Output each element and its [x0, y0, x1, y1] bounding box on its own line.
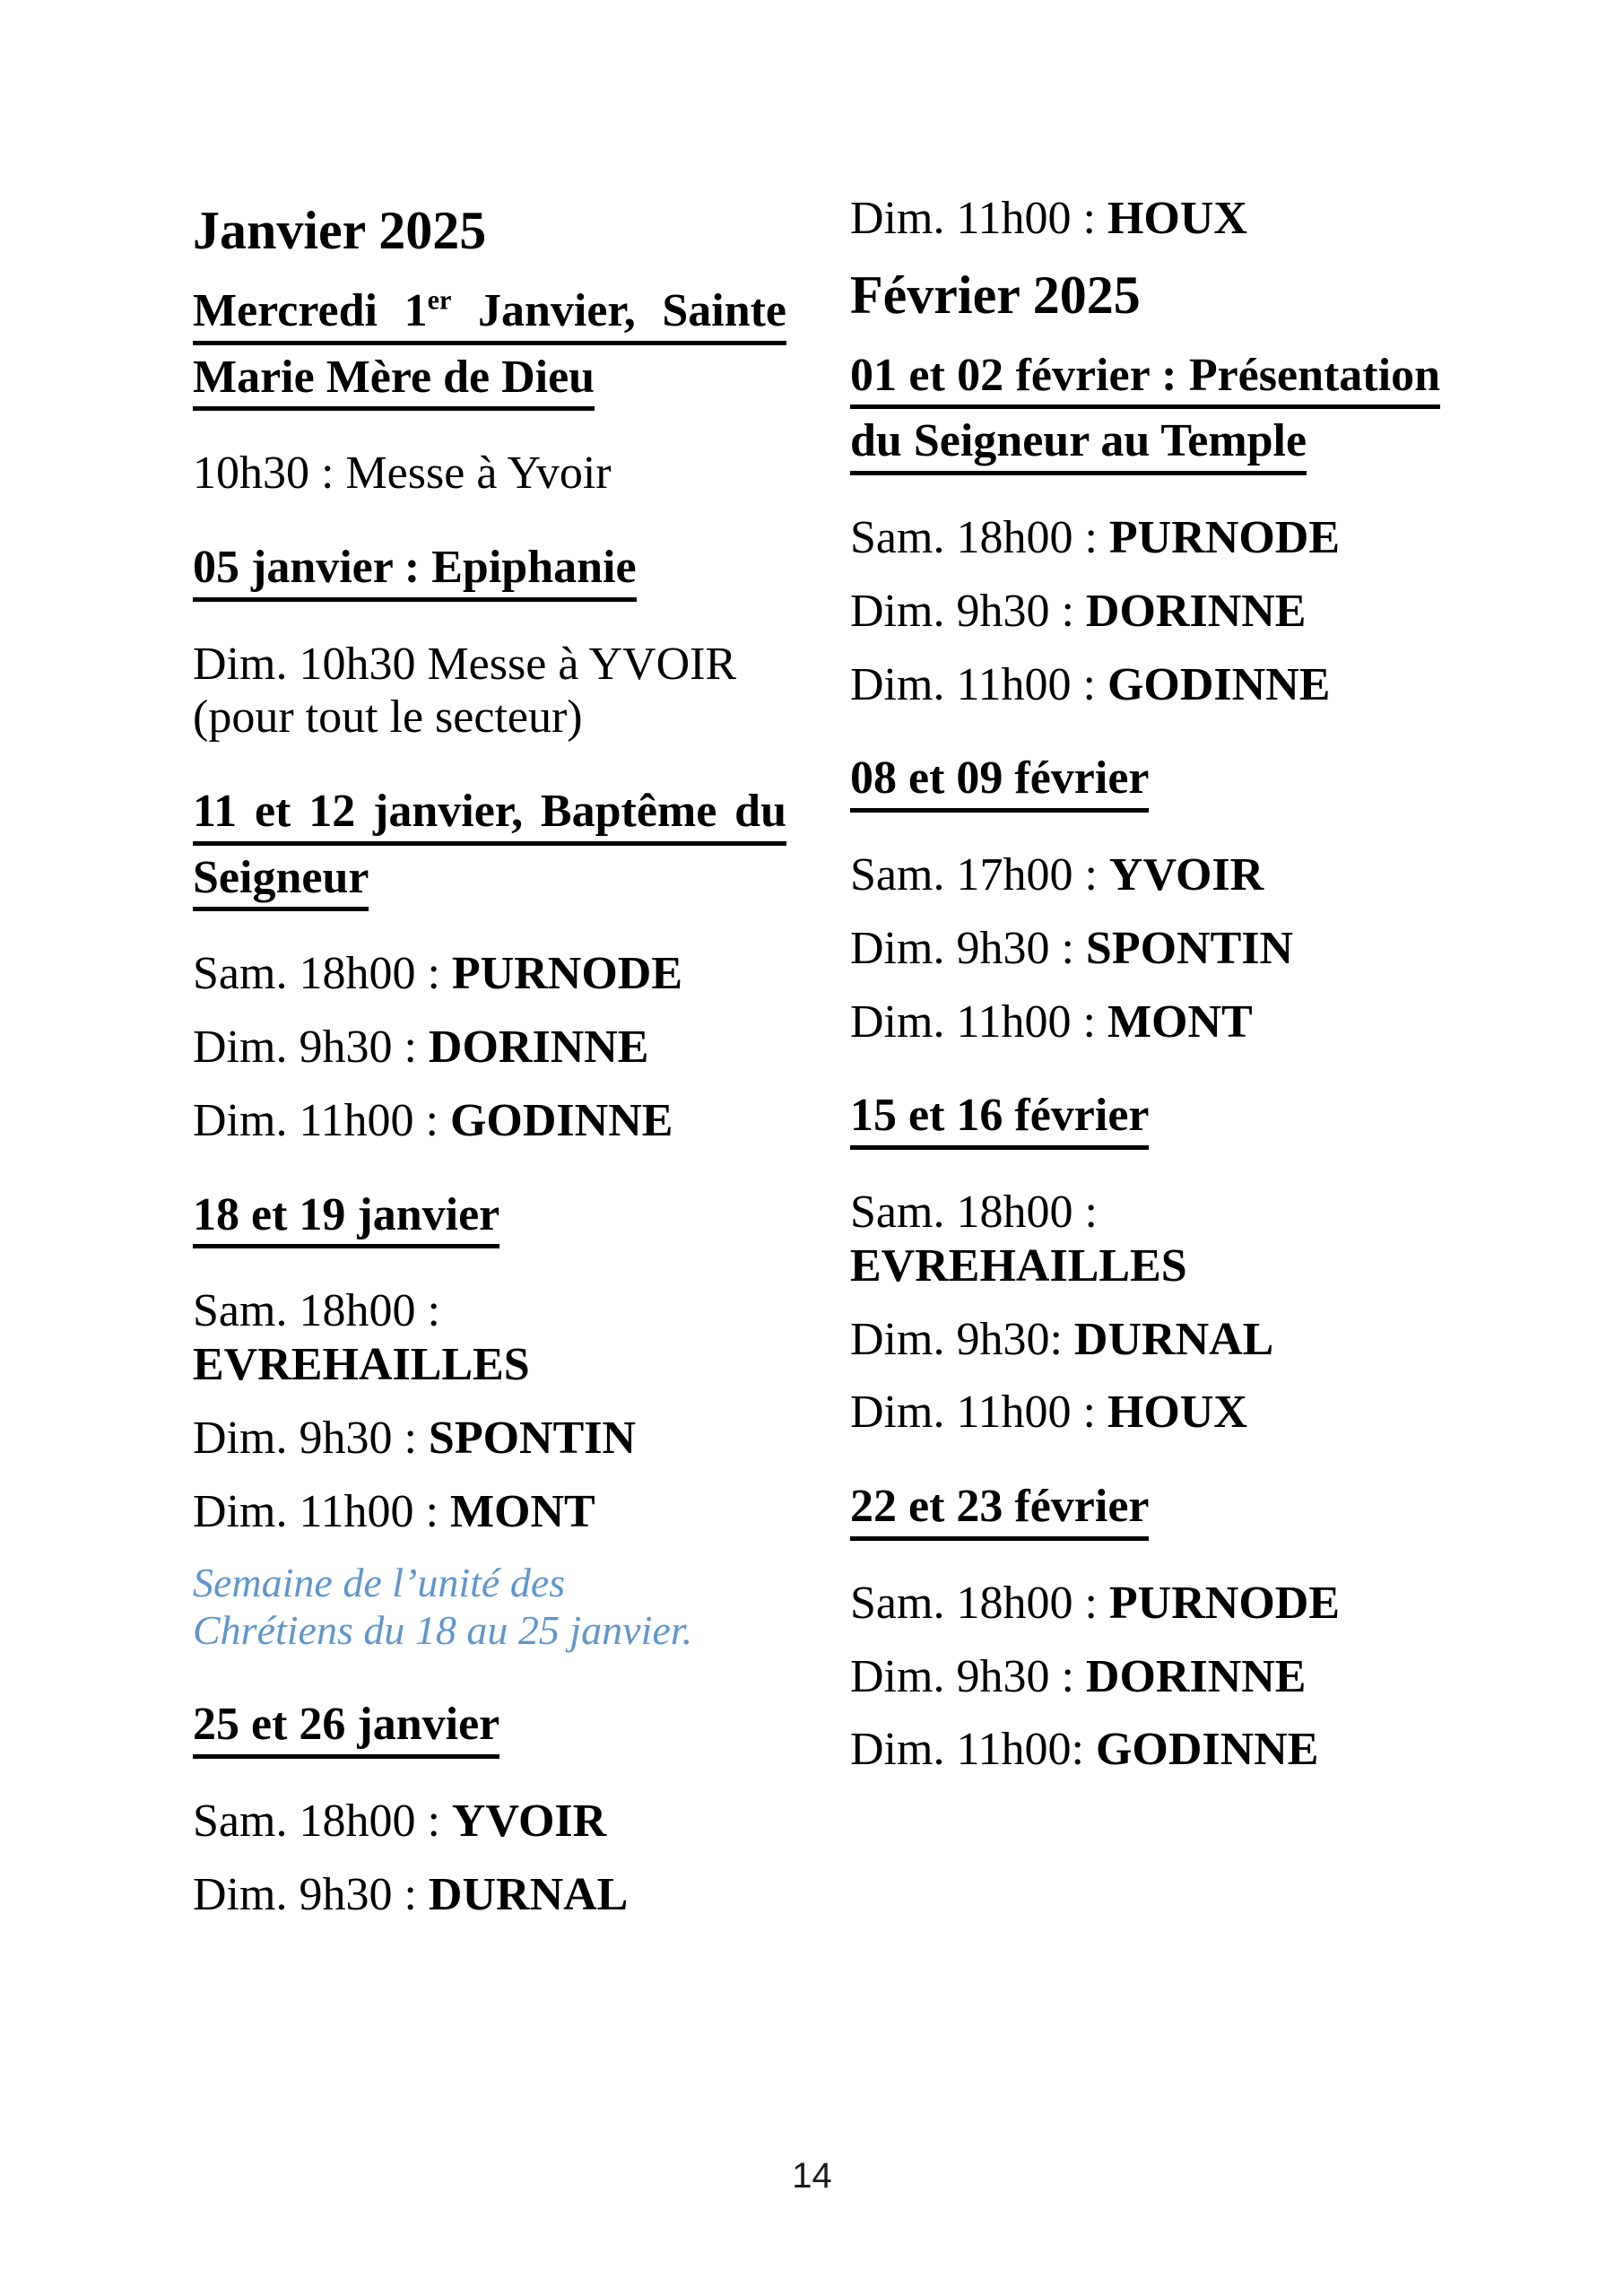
schedule-line [193, 1485, 786, 1539]
month-title-january: Janvier 2025 [193, 201, 487, 260]
schedule-place: DURNAL [428, 1868, 629, 1920]
schedule-time: Sam. 18h00 : [850, 1577, 1109, 1629]
schedule-time: Dim. 9h30 : [193, 1868, 429, 1920]
heading-text: Janvier, Sainte [451, 285, 787, 336]
schedule-place: SPONTIN [428, 1412, 637, 1464]
schedule-paragraph [193, 638, 786, 745]
event-heading-line1: 18 et 19 janvier [193, 1191, 499, 1249]
note-text: Chrétiens du 18 au 25 janvier. [193, 1606, 693, 1653]
schedule-time: Dim. 9h30: [850, 1313, 1074, 1365]
schedule-line [850, 585, 1440, 639]
event-heading-epiphanie [193, 520, 786, 602]
schedule-place: EVREHAILLES [850, 1239, 1187, 1292]
schedule-time: Sam. 18h00 : [193, 1795, 452, 1847]
event-heading-line2: Marie Mère de Dieu [193, 353, 595, 412]
schedule-place: SPONTIN [1085, 922, 1294, 974]
schedule-place: MONT [449, 1485, 595, 1537]
note-text: Semaine de l’unité des [193, 1559, 566, 1605]
schedule-time: Sam. 18h00 : [850, 511, 1109, 563]
schedule-line [850, 658, 1440, 712]
event-heading-25-26-janvier [193, 1677, 786, 1759]
schedule-time: Dim. 11h00 : [193, 1485, 450, 1537]
event-heading-line1: 08 et 09 février [850, 754, 1149, 813]
schedule-place: DURNAL [1073, 1313, 1274, 1365]
schedule-place: EVREHAILLES [193, 1339, 530, 1391]
schedule-place: YVOIR [451, 1795, 607, 1847]
schedule-line [850, 1186, 1440, 1293]
schedule-line [850, 996, 1440, 1049]
event-heading-15-16-fevrier [850, 1068, 1440, 1150]
schedule-line [850, 1313, 1440, 1367]
schedule-line [193, 447, 786, 500]
schedule-place: PURNODE [1108, 511, 1341, 563]
schedule-text: Dim. 10h30 Messe à YVOIR [193, 638, 737, 690]
column-january [193, 201, 786, 1941]
event-heading-line1: 01 et 02 février : Présentation [850, 352, 1440, 410]
schedule-line [193, 1284, 786, 1392]
event-heading-line1: 15 et 16 février [850, 1091, 1149, 1150]
schedule-line [850, 1650, 1440, 1704]
schedule-line [850, 848, 1440, 902]
schedule-time: Dim. 11h00: [850, 1724, 1096, 1776]
schedule-line [193, 1868, 786, 1922]
event-heading-presentation [850, 349, 1440, 475]
schedule-place: YVOIR [1108, 848, 1264, 900]
schedule-time: Dim. 11h00 : [193, 1094, 450, 1146]
schedule-line [850, 192, 1440, 246]
event-heading-bapteme [193, 764, 786, 911]
schedule-time: Dim. 11h00 : [850, 996, 1107, 1048]
schedule-place: HOUX [1107, 193, 1247, 244]
schedule-time: Sam. 18h00 : [850, 1186, 1098, 1238]
schedule-line [850, 1386, 1440, 1439]
schedule-time: Dim. 9h30 : [193, 1412, 429, 1464]
schedule-time: Dim. 9h30 : [850, 922, 1086, 974]
schedule-time: Sam. 18h00 : [193, 1285, 440, 1337]
schedule-text: 10h30 : Messe à Yvoir [193, 448, 612, 500]
page-number: 14 [792, 2156, 832, 2196]
schedule-place: DORINNE [1085, 1650, 1307, 1702]
schedule-place: DORINNE [1085, 585, 1307, 637]
event-heading-line1: 11 et 12 janvier, Baptême du [193, 787, 786, 846]
ordinal-superscript: er [427, 284, 452, 316]
event-heading-line2: du Seigneur au Temple [850, 417, 1307, 475]
event-heading-line1: 22 et 23 février [850, 1483, 1149, 1541]
heading-text: Mercredi 1 [193, 285, 428, 336]
event-heading-mercredi-1er [193, 284, 787, 411]
schedule-line [850, 1577, 1440, 1631]
schedule-line [193, 1412, 786, 1465]
schedule-place: DORINNE [428, 1022, 649, 1074]
event-heading-08-09-fevrier [850, 731, 1440, 813]
unity-week-note [193, 1559, 786, 1655]
schedule-line [193, 1094, 786, 1148]
schedule-time: Sam. 18h00 : [193, 948, 452, 1000]
schedule-time: Dim. 9h30 : [850, 585, 1086, 637]
schedule-place: PURNODE [451, 948, 683, 1000]
schedule-time: Sam. 17h00 : [850, 848, 1109, 900]
schedule-place: MONT [1107, 996, 1253, 1048]
schedule-place: HOUX [1107, 1387, 1247, 1439]
schedule-place: PURNODE [1108, 1577, 1341, 1629]
event-heading-22-23-fevrier [850, 1459, 1440, 1541]
schedule-line [850, 1723, 1440, 1777]
event-heading-18-19-janvier [193, 1168, 786, 1249]
event-heading-line1 [193, 284, 787, 345]
schedule-time: Dim. 11h00 : [850, 658, 1107, 710]
schedule-time: Dim. 11h00 : [850, 193, 1107, 244]
schedule-place: GODINNE [1107, 658, 1331, 710]
event-heading-line2: Seigneur [193, 854, 369, 912]
schedule-time: Dim. 11h00 : [850, 1387, 1107, 1439]
schedule-place: GODINNE [449, 1094, 673, 1146]
schedule-line [193, 947, 786, 1001]
event-heading-line1: 05 janvier : Epiphanie [193, 544, 637, 602]
schedule-line [850, 922, 1440, 976]
event-heading-line1: 25 et 26 janvier [193, 1700, 499, 1759]
schedule-text: (pour tout le secteur) [193, 691, 583, 744]
schedule-line [193, 1021, 786, 1074]
month-title-february: Février 2025 [850, 265, 1141, 325]
schedule-line [193, 1795, 786, 1848]
schedule-line [850, 511, 1440, 565]
schedule-place: GODINNE [1095, 1724, 1319, 1776]
schedule-time: Dim. 9h30 : [850, 1650, 1086, 1702]
column-february [850, 192, 1440, 1796]
schedule-time: Dim. 9h30 : [193, 1022, 429, 1074]
